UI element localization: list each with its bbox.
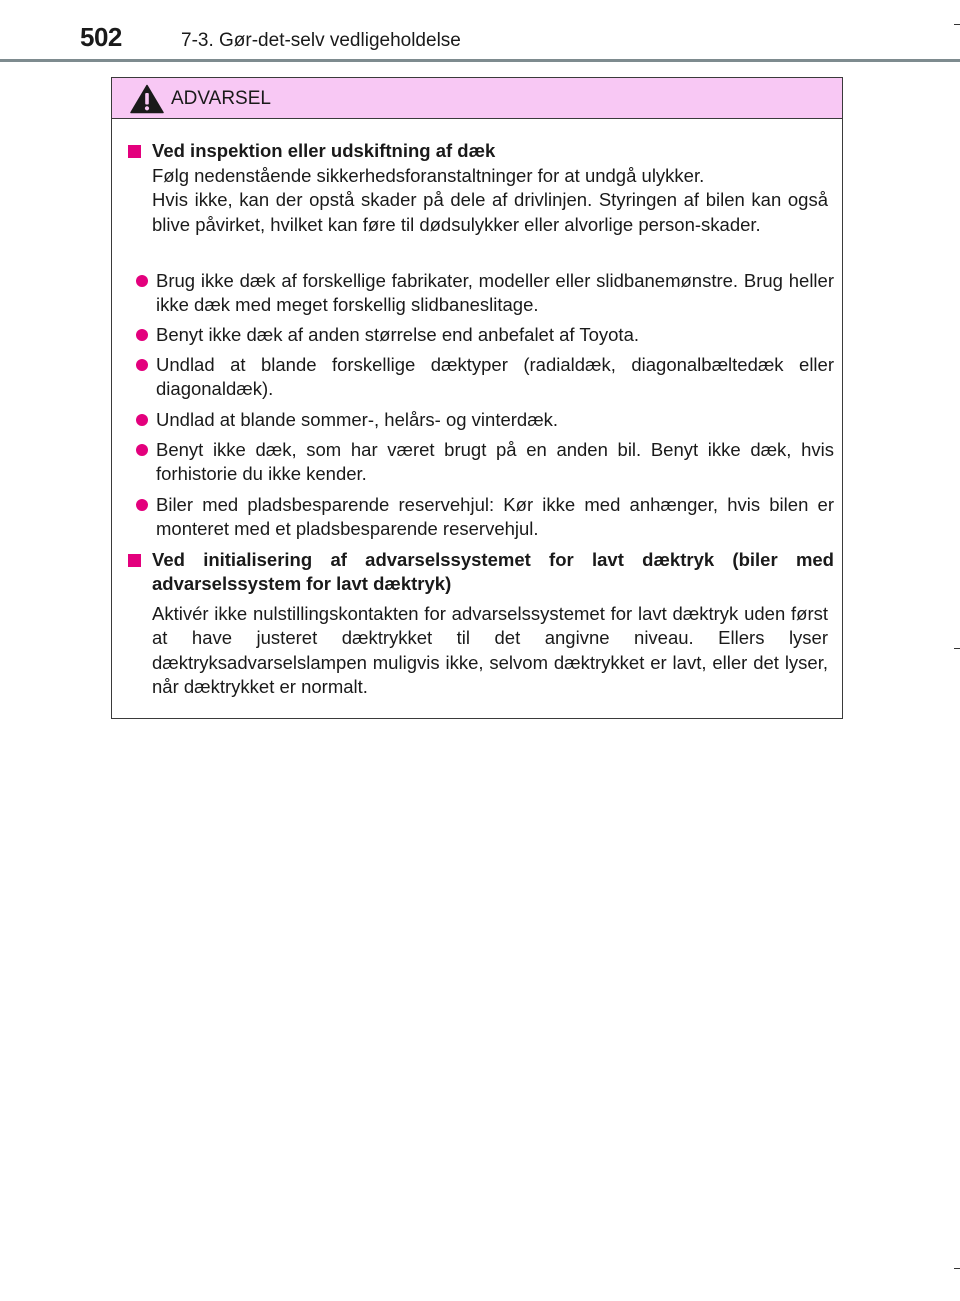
section-heading: Ved initialisering af advarselssystemet for lavt dæktryk (biler med advarselssystem for lavt dæktryk) <box>128 548 834 596</box>
list-item: Undlad at blande sommer-, helårs- og vinterdæk. <box>136 408 834 432</box>
round-bullet-icon <box>136 499 148 511</box>
warning-box <box>111 77 843 719</box>
page-header <box>0 0 960 64</box>
page-number: 502 <box>80 22 122 52</box>
warning-header <box>112 78 842 119</box>
crop-mark <box>954 24 960 25</box>
crop-mark <box>954 648 960 649</box>
list-item: Benyt ikke dæk af anden størrelse end anbefalet af Toyota. <box>136 323 834 347</box>
round-bullet-icon <box>136 275 148 287</box>
list-item: Biler med pladsbesparende reservehjul: Kør ikke med anhænger, hvis bilen er monteret med et pladsbesparende reservehjul. <box>136 493 834 542</box>
warning-triangle-icon <box>130 84 164 114</box>
intro-paragraph: Følg nedenstående sikkerhedsforanstaltninger for at undgå ulykker. Hvis ikke, kan der opstå skader på dele af drivlinjen. Styringen af bilen kan også blive påvirket, hvilket kan føre til dødsulykker eller alvorlige person-skader. <box>152 165 828 235</box>
round-bullet-icon <box>136 359 148 371</box>
header-divider <box>0 59 960 62</box>
round-bullet-icon <box>136 329 148 341</box>
section-title: 7-3. Gør-det-selv vedligeholdelse <box>181 30 461 51</box>
crop-mark <box>954 1268 960 1269</box>
list-item: Brug ikke dæk af forskellige fabrikater, modeller eller slidbanemønstre. Brug heller ikke dæk med meget forskellig slidbaneslitage. <box>136 269 834 318</box>
round-bullet-icon <box>136 414 148 426</box>
square-bullet-icon <box>128 554 141 567</box>
section-heading: Ved inspektion eller udskiftning af dæk <box>128 139 834 163</box>
list-item: Benyt ikke dæk, som har været brugt på en anden bil. Benyt ikke dæk, hvis forhistorie du ikke kender. <box>136 438 834 487</box>
square-bullet-icon <box>128 145 141 158</box>
list-item: Undlad at blande forskellige dæktyper (radialdæk, diagonalbæltedæk eller diagonaldæk). <box>136 353 834 402</box>
intro-paragraph: Aktivér ikke nulstillingskontakten for advarselssystemet for lavt dæktryk uden først at have justeret dæktrykket til det angivne niveau. Ellers lyser dæktryksadvarselslampen muligvis ikke, selvom dæktrykket er lavt, eller det lyser, når dæktrykket er normalt. <box>152 603 828 697</box>
warning-label: ADVARSEL <box>171 88 271 109</box>
round-bullet-icon <box>136 444 148 456</box>
